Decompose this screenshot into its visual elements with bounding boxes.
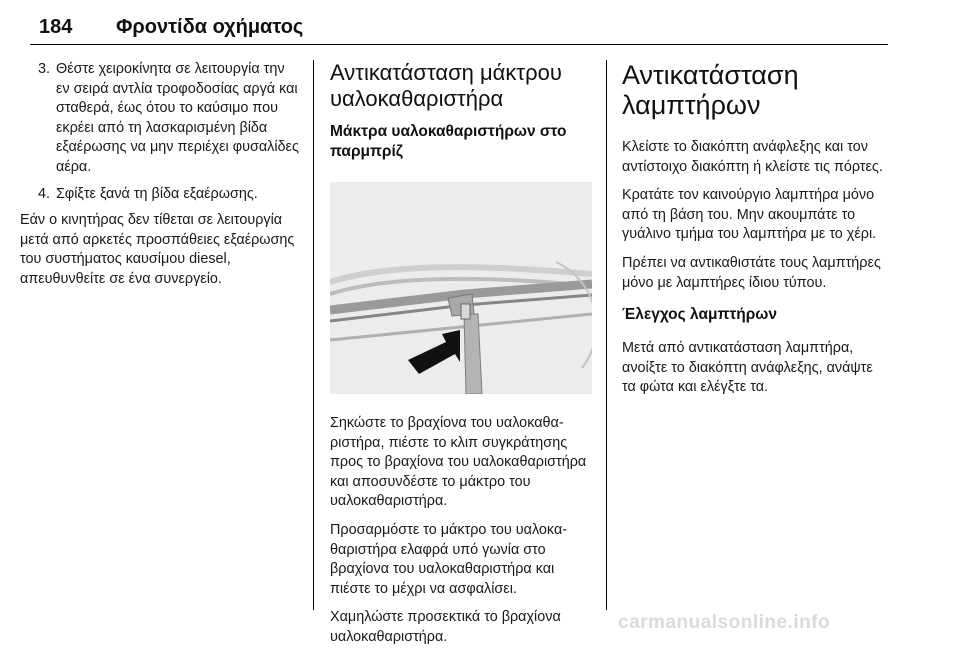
section-title: Φροντίδα οχήματος: [116, 16, 304, 38]
wiper-blade-drawing: [330, 182, 592, 394]
subsection-heading: Μάκτρα υαλοκαθαριστήρων στο παρμπρίζ: [330, 123, 567, 160]
list-text: Θέστε χειροκίνητα σε λειτουργία την εν σειρά αντλία τροφοδοσίας αργά και σταθερά, έως ότου το καύσιμο που εκρέει από τη λασκαρισμένη βίδα εξαέρωσης να μην περιέχει φυσαλίδες αέρα.: [56, 61, 299, 175]
column-1: [20, 60, 299, 299]
column-divider: [313, 60, 314, 610]
body-paragraph: Χαμηλώστε προσεκτικά το βραχίονα υαλοκαθαριστήρα.: [330, 609, 561, 645]
body-paragraph: Πρέπει να αντικαθιστάτε τους λαμπτήρες μόνο με λαμπτήρες ίδιου τύπου.: [622, 254, 881, 291]
body-paragraph: Σηκώστε το βραχίονα του υαλοκαθαριστήρα, πιέστε το κλιπ συγκράτησης προς το βραχίονα του υαλοκαθαριστήρα και αποσυνδέστε το μάκτρο του υαλοκαθαριστήρα.: [330, 415, 587, 510]
body-paragraph: Εάν ο κινητήρας δεν τίθεται σε λειτουργία μετά από αρκετές προσπάθειες εξαέρωσης του συστήματος καυσίμου diesel, απευθυνθείτε σε ένα συνεργείο.: [20, 212, 295, 287]
body-paragraph: Προσαρμόστε το μάκτρο του υαλοκαθαριστήρα ελαφρά υπό γωνία στο βραχίονα του υαλοκαθαριστήρα και πιέστε το μέχρι να ασφαλίσει.: [330, 521, 568, 597]
list-number: 4.: [37, 185, 50, 202]
body-paragraph: Κλείστε το διακόπτη ανάφλεξης και τον αντίστοιχο διακόπτη ή κλείστε τις πόρτες.: [622, 139, 883, 175]
column-divider: [606, 60, 607, 610]
watermark: carmanualsonline.info: [618, 612, 831, 633]
list-item: [20, 60, 299, 178]
section-heading: Αντικατάσταση μάκτρου υαλοκαθαριστήρα: [330, 60, 562, 111]
subsection-heading: Έλεγχος λαμπτήρων: [622, 306, 778, 324]
page-number: 184: [39, 16, 73, 38]
column-3: [622, 60, 890, 407]
list-item: [20, 185, 299, 205]
body-paragraph: Μετά από αντικατάσταση λαμπτήρα, ανοίξτε το διακόπτη ανάφλεξης, ανάψτε τα φώτα και ελέγξτε τα.: [622, 340, 873, 396]
section-heading: Αντικατάσταση λαμπτήρων: [622, 60, 799, 120]
page-header: [30, 10, 888, 45]
list-text: Σφίξτε ξανά τη βίδα εξαέρωσης.: [56, 185, 258, 202]
column-2: [330, 60, 592, 657]
list-number: 3.: [37, 61, 50, 77]
body-paragraph: Κρατάτε τον καινούργιο λαμπτήρα μόνο από τη βάση του. Μην ακουμπάτε το γυάλινο τμήμα του λαμπτήρα με το χέρι.: [622, 187, 877, 243]
wiper-blade-illustration: [330, 182, 592, 394]
